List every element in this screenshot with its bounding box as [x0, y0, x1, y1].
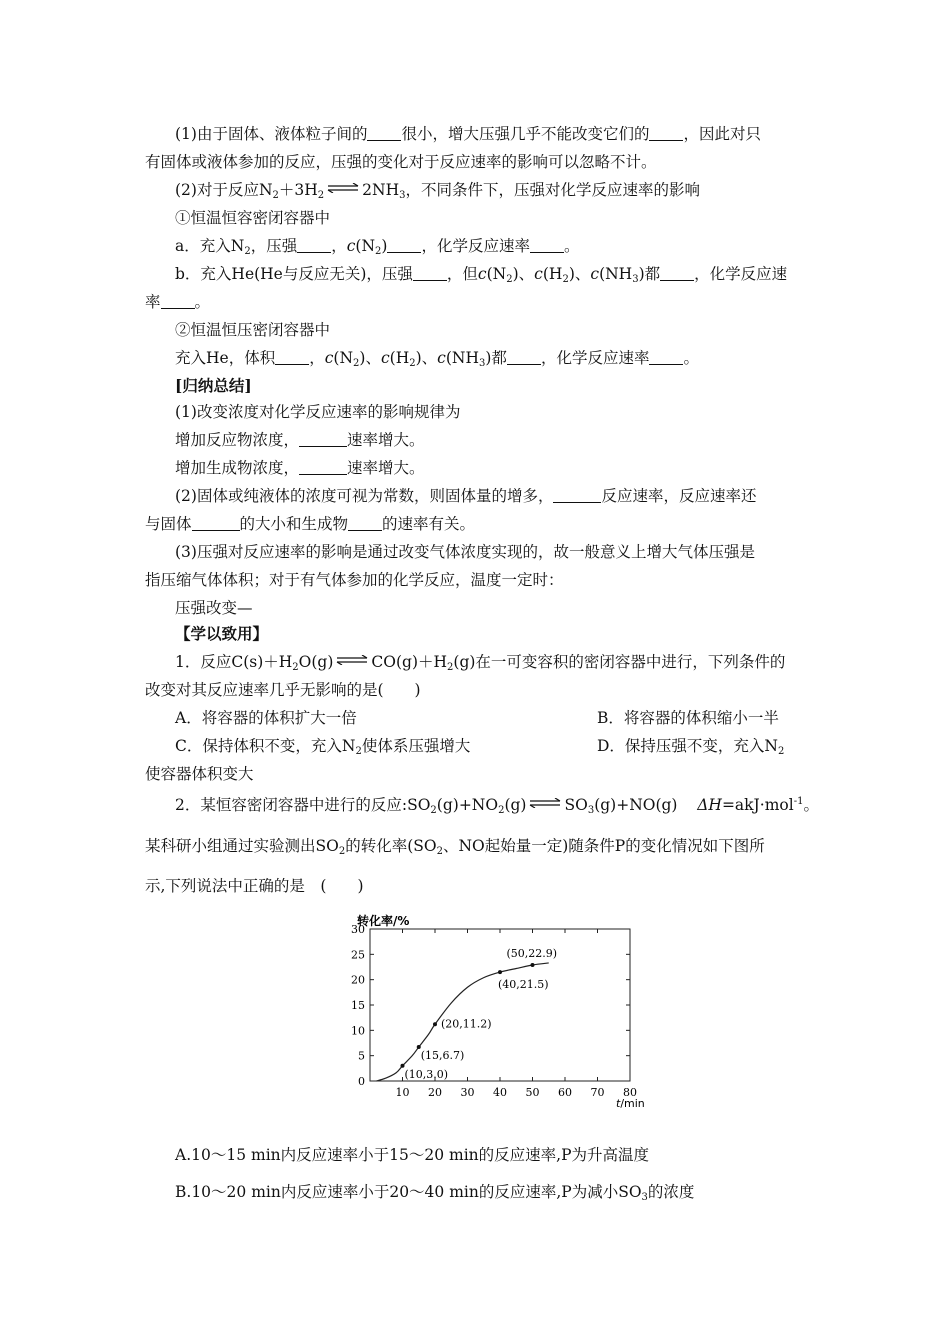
question-1-option-d[interactable]: D．保持压强不变，充入$N_2$	[597, 737, 785, 757]
question-2-line-1: 2．某恒容密闭容器中进行的反应$:SO_2(g)+NO_2(g)$ $SO_3(g)+NO(g)$ ΔH=akJ·mol$^{-1}$。	[175, 796, 819, 816]
answer-blank[interactable]	[387, 238, 421, 253]
question-1-option-d-cont: 使容器体积变大	[145, 765, 254, 783]
chart-data-label: (40,21.5)	[498, 978, 549, 992]
answer-blank[interactable]	[299, 432, 347, 447]
summary-line-4: (2)固体或纯液体的浓度可视为常数，则固体量的增多， 反应速率，反应速率还	[175, 487, 757, 505]
summary-line-8: 压强改变—	[175, 599, 253, 617]
paragraph-5-line-2: 率 。	[145, 293, 211, 311]
chart-data-point	[531, 963, 535, 967]
summary-line-1: (1)改变浓度对化学反应速率的影响规律为	[175, 403, 461, 421]
question-2-option-b[interactable]: B.10～20 min内反应速率小于20～40 min的反应速率,P为减小$SO_3$的浓度	[175, 1183, 695, 1203]
chart-y-axis-label: 转化率/%	[357, 914, 410, 928]
summary-line-5: 与固体 的大小和生成物 的速率有关。	[145, 515, 476, 533]
chart-y-tick-label: 30	[351, 923, 365, 936]
answer-blank[interactable]	[660, 266, 694, 281]
answer-blank[interactable]	[161, 294, 195, 309]
answer-blank[interactable]	[649, 126, 683, 141]
answer-blank[interactable]	[649, 350, 683, 365]
answer-blank[interactable]	[367, 126, 401, 141]
chart-data-label: (20,11.2)	[441, 1017, 492, 1031]
chart-y-tick-label: 0	[358, 1075, 365, 1088]
chart-y-tick-label: 20	[351, 973, 365, 987]
chart-x-tick-label: 20	[428, 1086, 442, 1099]
paragraph-4: a．充入$N_2$，压强 ，$c(N_2)$ ，化学反应速率 。	[175, 237, 580, 257]
summary-title: [归纳总结]	[175, 376, 252, 395]
answer-blank[interactable]	[530, 238, 564, 253]
chart-data-label: (50,22.9)	[506, 946, 558, 960]
paragraph-2: (2)对于反应$N_2+3H_2$ $2NH_3$，不同条件下，压强对化学反应速率的影响	[175, 181, 701, 201]
answer-blank[interactable]	[348, 516, 382, 531]
paragraph-1-line-2: 有固体或液体参加的反应，压强的变化对于反应速率的影响可以忽略不计。	[145, 153, 657, 171]
chart-x-tick-label: 30	[460, 1086, 475, 1099]
chart-data-label: (15,6.7)	[420, 1049, 465, 1063]
question-1-option-b[interactable]: B．将容器的体积缩小一半	[597, 709, 779, 727]
chart-x-tick-label: 50	[525, 1086, 540, 1099]
chart-y-tick-label: 25	[351, 948, 365, 962]
answer-blank[interactable]	[413, 266, 447, 281]
chart-x-tick-label: 40	[493, 1086, 507, 1099]
summary-line-3: 增加生成物浓度， 速率增大。	[175, 459, 425, 477]
equilibrium-arrow-icon	[326, 183, 360, 193]
paragraph-6: ②恒温恒压密闭容器中	[175, 321, 331, 339]
chart-data-point	[498, 970, 502, 974]
chart-x-tick-label: 70	[590, 1086, 605, 1099]
chart-x-tick-label: 80	[623, 1086, 637, 1099]
chart-plot-frame	[370, 929, 630, 1081]
answer-blank[interactable]	[192, 516, 240, 531]
question-1-option-c[interactable]: C．保持体积不变，充入$N_2$使体系压强增大	[175, 737, 471, 757]
paragraph-5-line-1: b．充入He(He与反应无关)，压强 ，但$c(N_2)$、$c(H_2)$、$c(NH_3)$都 ，化学反应速	[175, 265, 788, 285]
answer-blank[interactable]	[297, 238, 331, 253]
paragraph-3: ①恒温恒容密闭容器中	[175, 209, 331, 227]
question-2-option-a[interactable]: A.10～15 min内反应速率小于15～20 min的反应速率,P为升高温度	[175, 1146, 650, 1164]
chart-data-label: (10,3.0)	[404, 1067, 449, 1081]
chart-y-tick-label: 10	[351, 1024, 365, 1038]
answer-blank[interactable]	[299, 460, 347, 475]
question-1-line-1: 1．反应$C(s)+H_2O(g)$ $CO(g)+H_2(g)$在一可变容积的密闭容器中进行，下列条件的	[175, 653, 786, 673]
question-2-line-2: 某科研小组通过实验测出$SO_2$的转化率($SO_2$、NO起始量一定)随条件P的变化情况如下图所	[145, 837, 765, 857]
equilibrium-arrow-icon	[528, 798, 562, 808]
summary-line-2: 增加反应物浓度， 速率增大。	[175, 431, 425, 449]
chart-x-tick-label: 60	[558, 1086, 572, 1099]
question-1-line-2: 改变对其反应速率几乎无影响的是( )	[145, 681, 421, 699]
question-2-line-3: 示,下列说法中正确的是 ( )	[145, 877, 364, 895]
answer-blank[interactable]	[553, 488, 601, 503]
answer-blank[interactable]	[507, 350, 541, 365]
question-1-option-a[interactable]: A．将容器的体积扩大一倍	[175, 709, 357, 727]
summary-line-7: 指压缩气体体积；对于有气体参加的化学反应，温度一定时：	[145, 571, 564, 589]
answer-blank[interactable]	[275, 350, 309, 365]
paragraph-1-line-1: (1)由于固体、液体粒子间的 很小，增大压强几乎不能改变它们的 ，因此对只	[175, 125, 761, 143]
apply-title: 【学以致用】	[175, 624, 269, 643]
chart-y-tick-label: 15	[351, 999, 365, 1012]
summary-line-6: (3)压强对反应速率的影响是通过改变气体浓度实现的，故一般意义上增大气体压强是	[175, 543, 755, 561]
paragraph-7: 充入He，体积 ，$c(N_2)$、$c(H_2)$、$c(NH_3)$都 ，化学反应速率 。	[175, 349, 699, 369]
chart-x-tick-label: 10	[395, 1086, 410, 1099]
chart-data-point	[433, 1022, 437, 1026]
conversion-rate-chart	[330, 905, 660, 1115]
chart-y-tick-label: 5	[358, 1049, 365, 1063]
chart-x-axis-label: t/min	[616, 1097, 645, 1110]
equilibrium-arrow-icon	[335, 655, 369, 665]
